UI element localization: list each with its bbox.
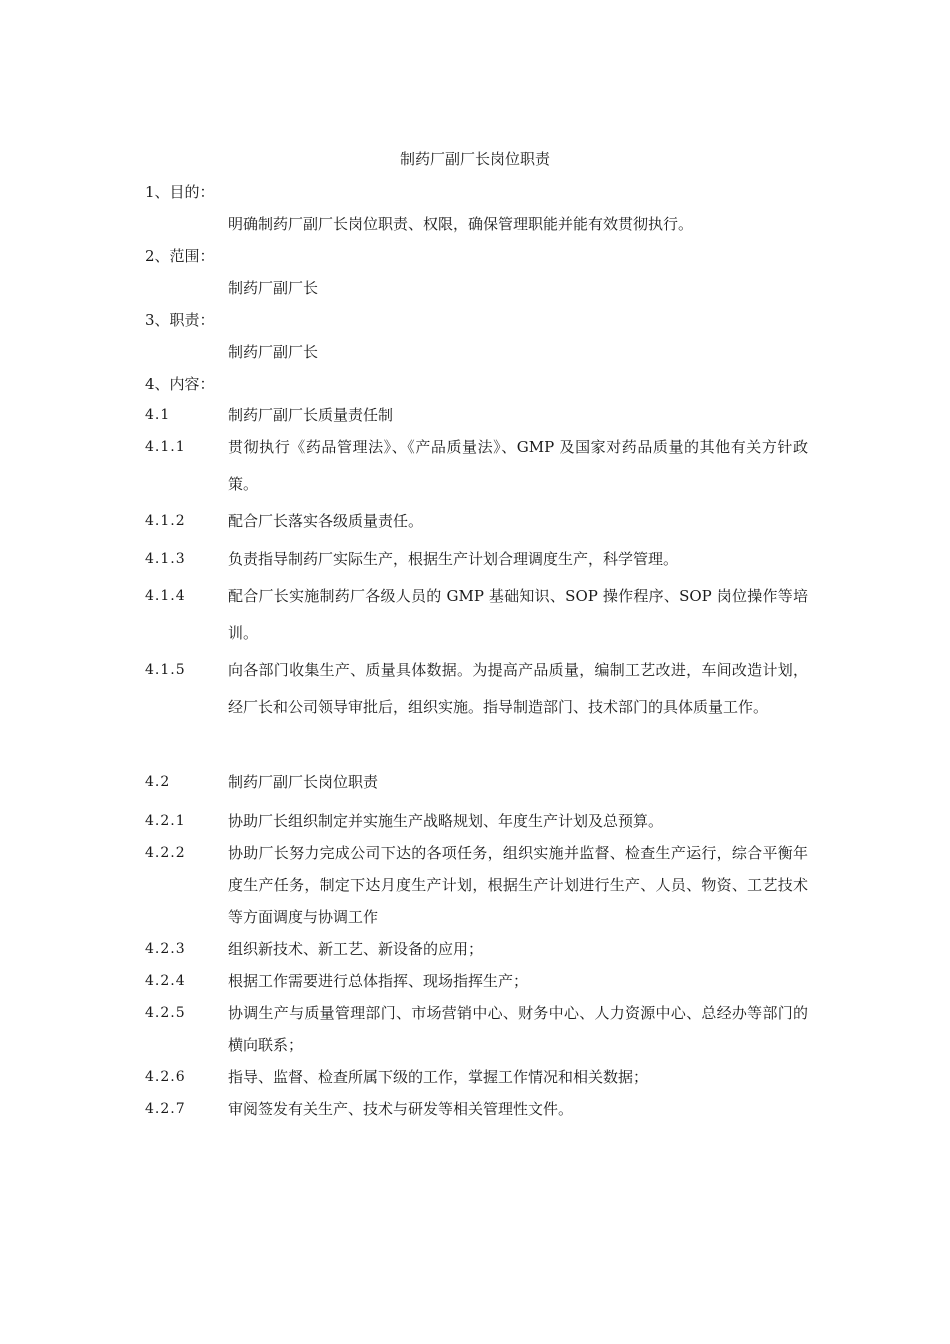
section-heading-scope: 2、范围： [145, 247, 215, 265]
item-number: 4.2.4 [145, 973, 186, 989]
item-text: 指导、监督、检查所属下级的工作，掌握工作情况和相关数据； [228, 1068, 649, 1086]
item-text: 审阅签发有关生产、技术与研发等相关管理性文件。 [228, 1100, 574, 1118]
item-number: 4.1.4 [145, 588, 186, 604]
item-text: 配合厂长落实各级质量责任。 [228, 512, 424, 530]
item-text: 配合厂长实施制药厂各级人员的 GMP 基础知识、SOP 操作程序、SOP 岗位操作等培训。 [228, 587, 808, 642]
item-number: 4.2.2 [145, 845, 186, 861]
section-body-scope: 制药厂副厂长 [228, 279, 319, 297]
item-number: 4.2.3 [145, 941, 186, 957]
item-text: 协调生产与质量管理部门、市场营销中心、财务中心、人力资源中心、总经办等部门的横向联系； [228, 1004, 808, 1054]
item-text: 协助厂长努力完成公司下达的各项任务，组织实施并监督、检查生产运行，综合平衡年度生产任务，制定下达月度生产计划，根据生产计划进行生产、人员、物资、工艺技术等方面调度与协调工作 [228, 844, 808, 926]
section-body-purpose: 明确制药厂副厂长岗位职责、权限，确保管理职能并能有效贯彻执行。 [228, 215, 694, 233]
item-text: 制药厂副厂长质量责任制 [228, 406, 394, 424]
item-number: 4.2.5 [145, 1005, 186, 1021]
item-number: 4.2.1 [145, 813, 186, 829]
item-text: 根据工作需要进行总体指挥、现场指挥生产； [228, 972, 529, 990]
item-text: 负责指导制药厂实际生产，根据生产计划合理调度生产，科学管理。 [228, 550, 679, 568]
section-body-responsibility: 制药厂副厂长 [228, 343, 319, 361]
item-text: 组织新技术、新工艺、新设备的应用； [228, 940, 484, 958]
item-text: 协助厂长组织制定并实施生产战略规划、年度生产计划及总预算。 [228, 812, 664, 830]
section-heading-responsibility: 3、职责： [145, 311, 215, 329]
item-text: 贯彻执行《药品管理法》、《产品质量法》、GMP 及国家对药品质量的其他有关方针政策。 [228, 438, 808, 493]
item-number: 4.2.7 [145, 1101, 186, 1117]
section-heading-purpose: 1、目的： [145, 183, 215, 201]
item-number: 4.2 [145, 774, 171, 790]
item-number: 4.1.5 [145, 662, 186, 678]
item-number: 4.1.2 [145, 513, 186, 529]
item-text: 制药厂副厂长岗位职责 [228, 773, 379, 791]
section-heading-content: 4、内容： [145, 375, 215, 393]
document-title: 制药厂副厂长岗位职责 [399, 150, 550, 168]
item-number: 4.1.3 [145, 551, 186, 567]
item-number: 4.2.6 [145, 1069, 186, 1085]
item-text: 向各部门收集生产、质量具体数据。为提高产品质量，编制工艺改进，车间改造计划，经厂长和公司领导审批后，组织实施。指导制造部门、技术部门的具体质量工作。 [228, 661, 808, 716]
item-number: 4.1.1 [145, 439, 186, 455]
item-number: 4.1 [145, 407, 171, 423]
